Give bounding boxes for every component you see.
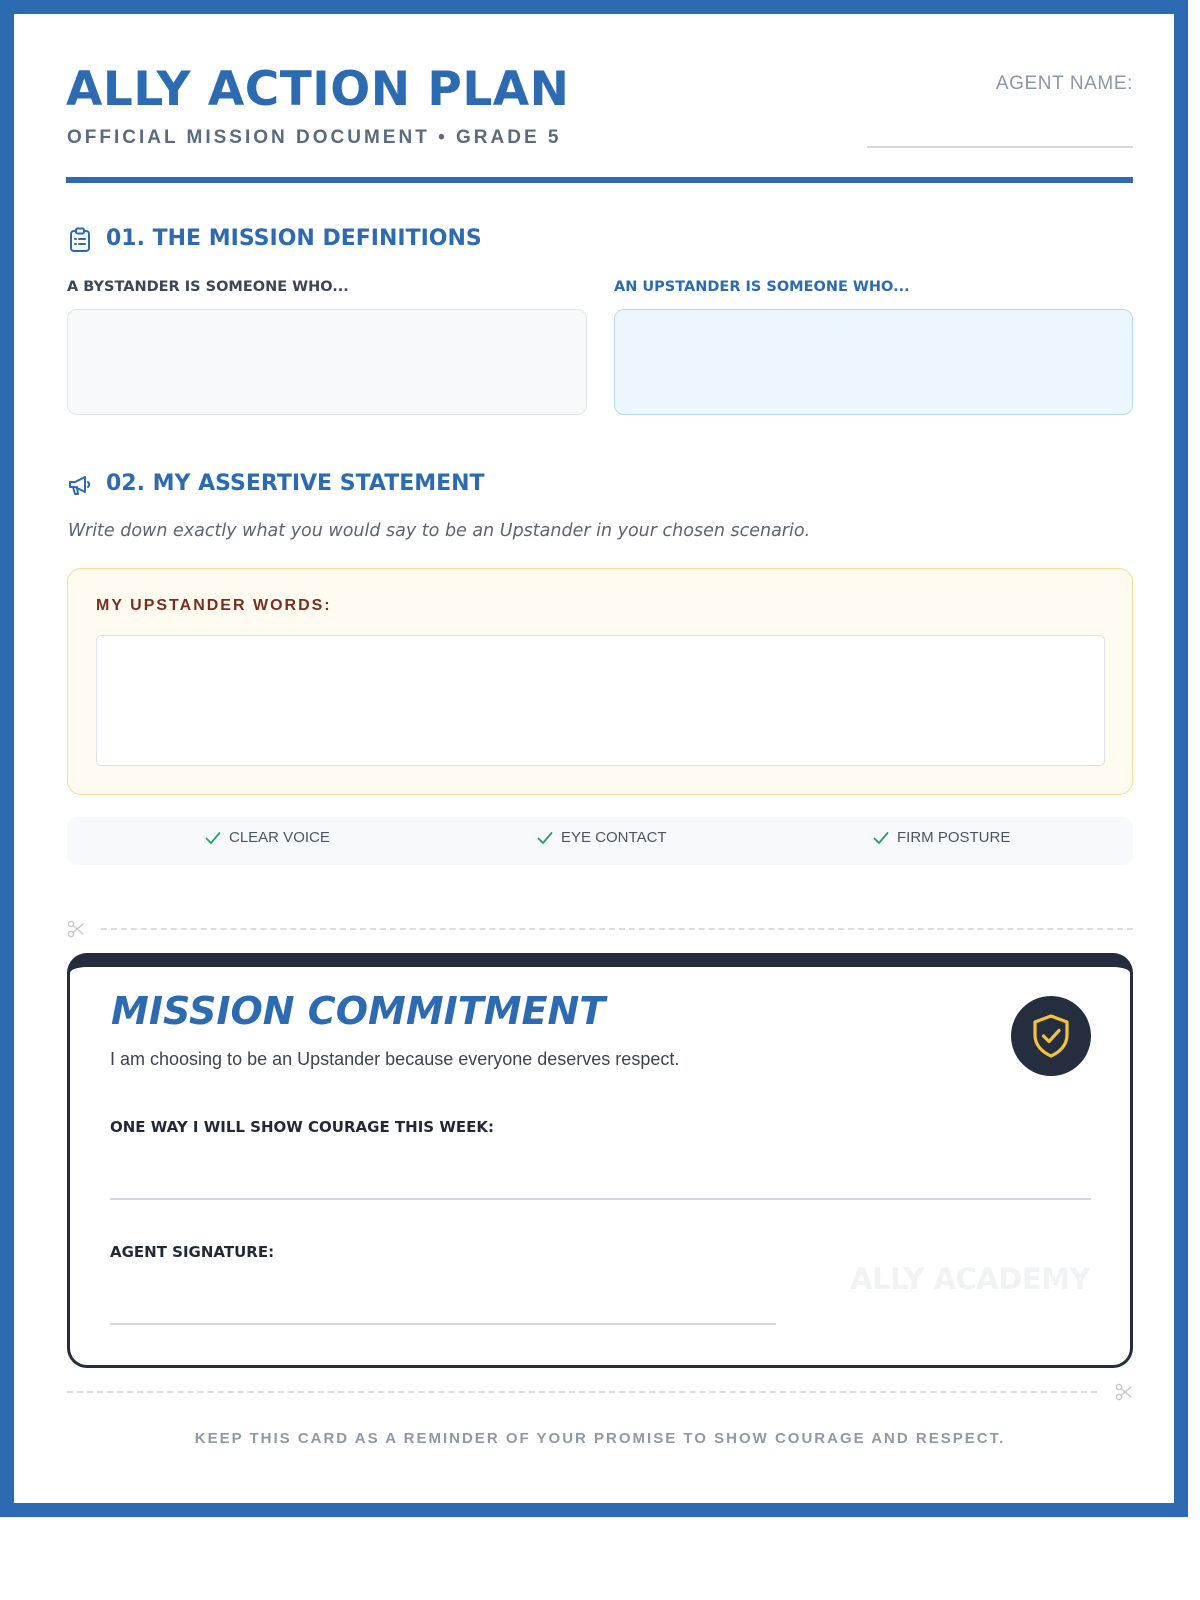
check-label: CLEAR VOICE xyxy=(229,829,330,846)
definitions-heading: 01. THE MISSION DEFINITIONS xyxy=(106,226,482,251)
agent-name-label: AGENT NAME: xyxy=(995,73,1133,94)
signature-label: AGENT SIGNATURE: xyxy=(110,1243,275,1261)
checkmark-icon xyxy=(205,831,221,845)
courage-label: ONE WAY I WILL SHOW COURAGE THIS WEEK: xyxy=(110,1118,494,1136)
checkmark-icon xyxy=(873,831,889,845)
header-divider xyxy=(66,177,1133,183)
clipboard-icon xyxy=(68,227,92,253)
commitment-statement: I am choosing to be an Upstander because everyone deserves respect. xyxy=(110,1049,680,1069)
upstander-answer-box[interactable] xyxy=(614,309,1133,415)
shield-check-icon xyxy=(1030,1013,1072,1059)
bystander-label: A BYSTANDER IS SOMEONE WHO... xyxy=(67,279,349,295)
academy-watermark: ALLY ACADEMY xyxy=(850,1262,1090,1296)
statement-instruction: Write down exactly what you would say to be an Upstander in your chosen scenario. xyxy=(68,521,811,541)
upstander-words-label: MY UPSTANDER WORDS: xyxy=(96,597,332,614)
page-title: ALLY ACTION PLAN xyxy=(66,62,570,117)
scissors-icon xyxy=(1115,1383,1133,1406)
check-label: EYE CONTACT xyxy=(561,829,667,846)
check-eye-contact xyxy=(537,829,667,846)
cut-line-bottom xyxy=(67,1391,1097,1393)
upstander-label: AN UPSTANDER IS SOMEONE WHO... xyxy=(614,279,910,295)
page-subtitle: OFFICIAL MISSION DOCUMENT • GRADE 5 xyxy=(67,127,562,148)
upstander-words-input[interactable] xyxy=(96,635,1105,766)
check-clear-voice xyxy=(205,829,330,846)
checkmark-icon xyxy=(537,831,553,845)
megaphone-icon xyxy=(67,473,93,497)
statement-heading: 02. MY ASSERTIVE STATEMENT xyxy=(106,471,485,496)
courage-answer-line[interactable] xyxy=(110,1198,1091,1200)
bystander-answer-box[interactable] xyxy=(67,309,587,415)
commitment-title: MISSION COMMITMENT xyxy=(111,989,606,1033)
shield-badge xyxy=(1011,996,1091,1076)
footer-reminder: KEEP THIS CARD AS A REMINDER OF YOUR PROMISE TO SHOW COURAGE AND RESPECT. xyxy=(194,1430,1006,1447)
scissors-icon xyxy=(67,920,85,943)
check-firm-posture xyxy=(873,829,1010,846)
check-label: FIRM POSTURE xyxy=(897,829,1011,846)
agent-name-field[interactable] xyxy=(867,146,1133,148)
signature-line[interactable] xyxy=(110,1323,776,1325)
cut-line-top xyxy=(101,928,1133,930)
